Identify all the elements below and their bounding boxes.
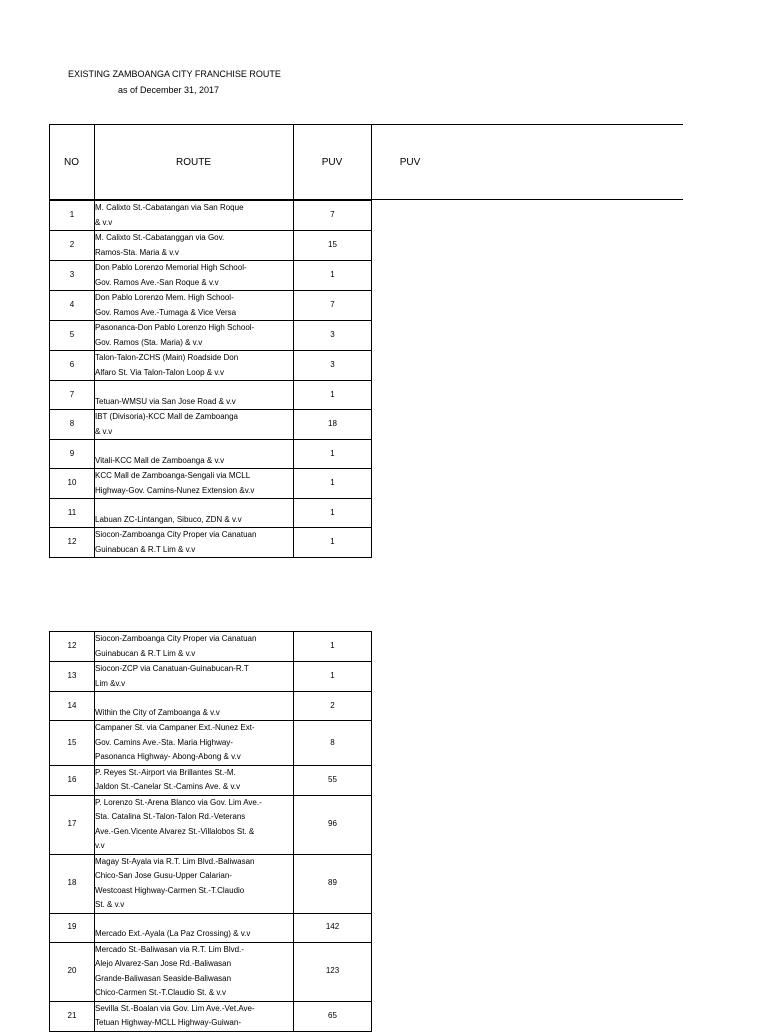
document-title: EXISTING ZAMBOANGA CITY FRANCHISE ROUTE: [68, 69, 281, 79]
route-line: & v.v: [95, 426, 113, 436]
table-row: [50, 721, 372, 766]
route-line: Westcoast Highway-Carmen St.-T.Claudio: [95, 885, 245, 895]
puv-count: 15: [294, 231, 372, 261]
puv-count: 3: [294, 321, 372, 351]
route-cell: [95, 231, 294, 261]
route-line: v.v: [95, 841, 105, 850]
row-number: 16: [50, 765, 95, 795]
puv-count: 1: [294, 381, 372, 410]
route-line: Siocon-Zamboanga City Proper via Canatuan: [95, 530, 257, 539]
row-number: 20: [50, 942, 95, 1001]
puv-count: 1: [294, 440, 372, 469]
puv-count: 1: [294, 261, 372, 291]
table-row: [50, 528, 372, 558]
puv-count: 89: [294, 854, 372, 913]
route-cell: [95, 469, 294, 499]
route-cell: [95, 1001, 294, 1031]
route-cell: [95, 632, 294, 662]
route-line: Talon-Talon-ZCHS (Main) Roadside Don: [95, 353, 239, 362]
route-line: Vitali-KCC Mall de Zamboanga & v.v: [95, 455, 225, 465]
puv-count: 1: [294, 528, 372, 558]
row-number: 5: [50, 321, 95, 351]
puv-count: 18: [294, 410, 372, 440]
route-line: Gov. Ramos (Sta. Maria) & v.v: [95, 337, 203, 347]
table-page-1: [49, 124, 768, 554]
row-number: 18: [50, 854, 95, 913]
puv-count: 123: [294, 942, 372, 1001]
route-cell: [95, 795, 294, 854]
row-number: 7: [50, 381, 95, 410]
route-cell: [95, 721, 294, 766]
row-number: 17: [50, 795, 95, 854]
route-line: Gov. Camins Ave.-Sta. Maria Highway-: [95, 737, 233, 747]
table-row: [50, 410, 372, 440]
row-number: 12: [50, 528, 95, 558]
table-row: [50, 381, 372, 410]
route-line: Alejo Alvarez-San Jose Rd.-Baliwasan: [95, 959, 232, 968]
puv-count: 1: [294, 499, 372, 528]
table-row: [50, 499, 372, 528]
row-number: 8: [50, 410, 95, 440]
table-row: [50, 231, 372, 261]
route-line: Mercado Ext.-Ayala (La Paz Crossing) & v.v: [95, 929, 251, 938]
route-line: Labuan ZC-Lintangan, Sibuco, ZDN & v.v: [95, 514, 242, 524]
table-row: [50, 351, 372, 381]
route-cell: [95, 499, 294, 528]
table-row: [50, 1001, 372, 1031]
route-line: KCC Mall de Zamboanga-Sengali via MCLL: [95, 471, 251, 480]
route-cell: [95, 765, 294, 795]
row-number: 9: [50, 440, 95, 469]
table-row: [50, 854, 372, 913]
route-line: Sevilla St.-Boalan via Gov. Lim Ave.-Vet.Ave-: [95, 1003, 255, 1013]
table-row: [50, 795, 372, 854]
route-line: Campaner St. via Campaner Ext.-Nunez Ext-: [95, 723, 255, 732]
route-line: & v.v: [95, 217, 113, 227]
route-cell: [95, 261, 294, 291]
route-cell: [95, 692, 294, 721]
route-line: Pasonanca Highway- Abong-Abong & v.v: [95, 752, 241, 761]
table-row: [50, 201, 372, 231]
table-row: [50, 321, 372, 351]
route-cell: [95, 321, 294, 351]
route-line: M. Calixto St.-Cabatangan via San Roque: [95, 203, 244, 212]
header-route: ROUTE: [176, 156, 211, 168]
header-puv: PUV: [321, 156, 343, 168]
puv-count: 65: [294, 1001, 372, 1031]
header-puv-2: PUV: [399, 156, 421, 168]
document-subtitle: as of December 31, 2017: [118, 85, 220, 95]
table-row: [50, 913, 372, 942]
row-number: 19: [50, 913, 95, 942]
row-number: 3: [50, 261, 95, 291]
route-table: [49, 200, 372, 558]
route-line: Don Pablo Lorenzo Memorial High School-: [95, 263, 247, 272]
row-number: 14: [50, 692, 95, 721]
route-line: Siocon-Zamboanga City Proper via Canatuan: [95, 634, 257, 643]
route-line: Mercado St.-Baliwasan via R.T. Lim Blvd.-: [95, 944, 244, 954]
route-line: Grande-Baliwasan Seaside-Baliwasan: [95, 973, 232, 983]
route-line: IBT (Divisoria)-KCC Mall de Zamboanga: [95, 412, 239, 421]
row-number: 10: [50, 469, 95, 499]
route-line: Ave.-Gen.Vicente Alvarez St.-Villalobos St. &: [95, 826, 255, 836]
puv-count: 7: [294, 291, 372, 321]
table-row: [50, 662, 372, 692]
route-line: Pasonanca-Don Pablo Lorenzo High School-: [95, 323, 255, 332]
puv-count: 1: [294, 632, 372, 662]
row-number: 13: [50, 662, 95, 692]
table-row: [50, 765, 372, 795]
route-cell: [95, 410, 294, 440]
puv-count: 142: [294, 913, 372, 942]
table-page-2: [49, 634, 768, 1027]
puv-count: 1: [294, 469, 372, 499]
row-number: 12: [50, 632, 95, 662]
route-cell: [95, 201, 294, 231]
puv-count: 3: [294, 351, 372, 381]
puv-count: 55: [294, 765, 372, 795]
route-line: Within the City of Zamboanga & v.v: [95, 707, 220, 717]
table-row: [50, 942, 372, 1001]
route-line: Guinabucan & R.T Lim & v.v: [95, 544, 196, 554]
route-line: Gov. Ramos Ave.-San Roque & v.v: [95, 277, 219, 287]
route-cell: [95, 662, 294, 692]
route-cell: [95, 440, 294, 469]
table-row: [50, 632, 372, 662]
route-line: Magay St-Ayala via R.T. Lim Blvd.-Baliwasan: [95, 856, 255, 866]
header-no: NO: [64, 156, 79, 168]
route-line: Ramos-Sta. Maria & v.v: [95, 247, 179, 257]
row-number: 1: [50, 201, 95, 231]
puv-count: 7: [294, 201, 372, 231]
table-row: [50, 261, 372, 291]
route-cell: [95, 528, 294, 558]
puv-count: 2: [294, 692, 372, 721]
route-line: St. & v.v: [95, 900, 125, 909]
table-row: [50, 291, 372, 321]
row-number: 15: [50, 721, 95, 766]
route-cell: [95, 351, 294, 381]
route-line: Tetuan-WMSU via San Jose Road & v.v: [95, 396, 236, 406]
route-line: P. Lorenzo St.-Arena Blanco via Gov. Lim Ave.-: [95, 797, 262, 807]
row-number: 2: [50, 231, 95, 261]
row-number: 6: [50, 351, 95, 381]
route-cell: [95, 913, 294, 942]
route-line: Siocon-ZCP via Canatuan-Guinabucan-R.T: [95, 664, 249, 673]
route-cell: [95, 854, 294, 913]
puv-count: 96: [294, 795, 372, 854]
route-line: Chico-Carmen St.-T.Claudio St. & v.v: [95, 988, 227, 997]
route-cell: [95, 942, 294, 1001]
route-line: Chico-San Jose Gusu-Upper Calarian-: [95, 871, 232, 880]
route-cell: [95, 381, 294, 410]
route-line: Jaldon St.-Canelar St.-Camins Ave. & v.v: [95, 782, 241, 791]
route-line: Alfaro St. Via Talon-Talon Loop & v.v: [95, 367, 224, 377]
route-line: Guinabucan & R.T Lim & v.v: [95, 648, 196, 658]
route-line: Gov. Ramos Ave.-Tumaga & Vice Versa: [95, 307, 237, 317]
puv-count: 8: [294, 721, 372, 766]
route-line: Lim &v.v: [95, 678, 126, 688]
row-number: 21: [50, 1001, 95, 1031]
route-cell: [95, 291, 294, 321]
route-line: Tetuan Highway-MCLL Highway-Guiwan-: [95, 1018, 241, 1027]
table-row: [50, 692, 372, 721]
route-line: Highway-Gov. Camins-Nunez Extension &v.v: [95, 485, 255, 495]
route-table-continued: [49, 631, 372, 1032]
table-row: [50, 469, 372, 499]
row-number: 11: [50, 499, 95, 528]
route-line: M. Calixto St.-Cabatanggan via Gov.: [95, 233, 225, 242]
row-number: 4: [50, 291, 95, 321]
route-line: Don Pablo Lorenzo Mem. High School-: [95, 293, 234, 302]
route-line: Sta. Catalina St.-Talon-Talon Rd.-Veterans: [95, 812, 246, 821]
puv-count: 1: [294, 662, 372, 692]
route-line: P. Reyes St.-Airport via Brillantes St.-M.: [95, 767, 236, 777]
table-row: [50, 440, 372, 469]
